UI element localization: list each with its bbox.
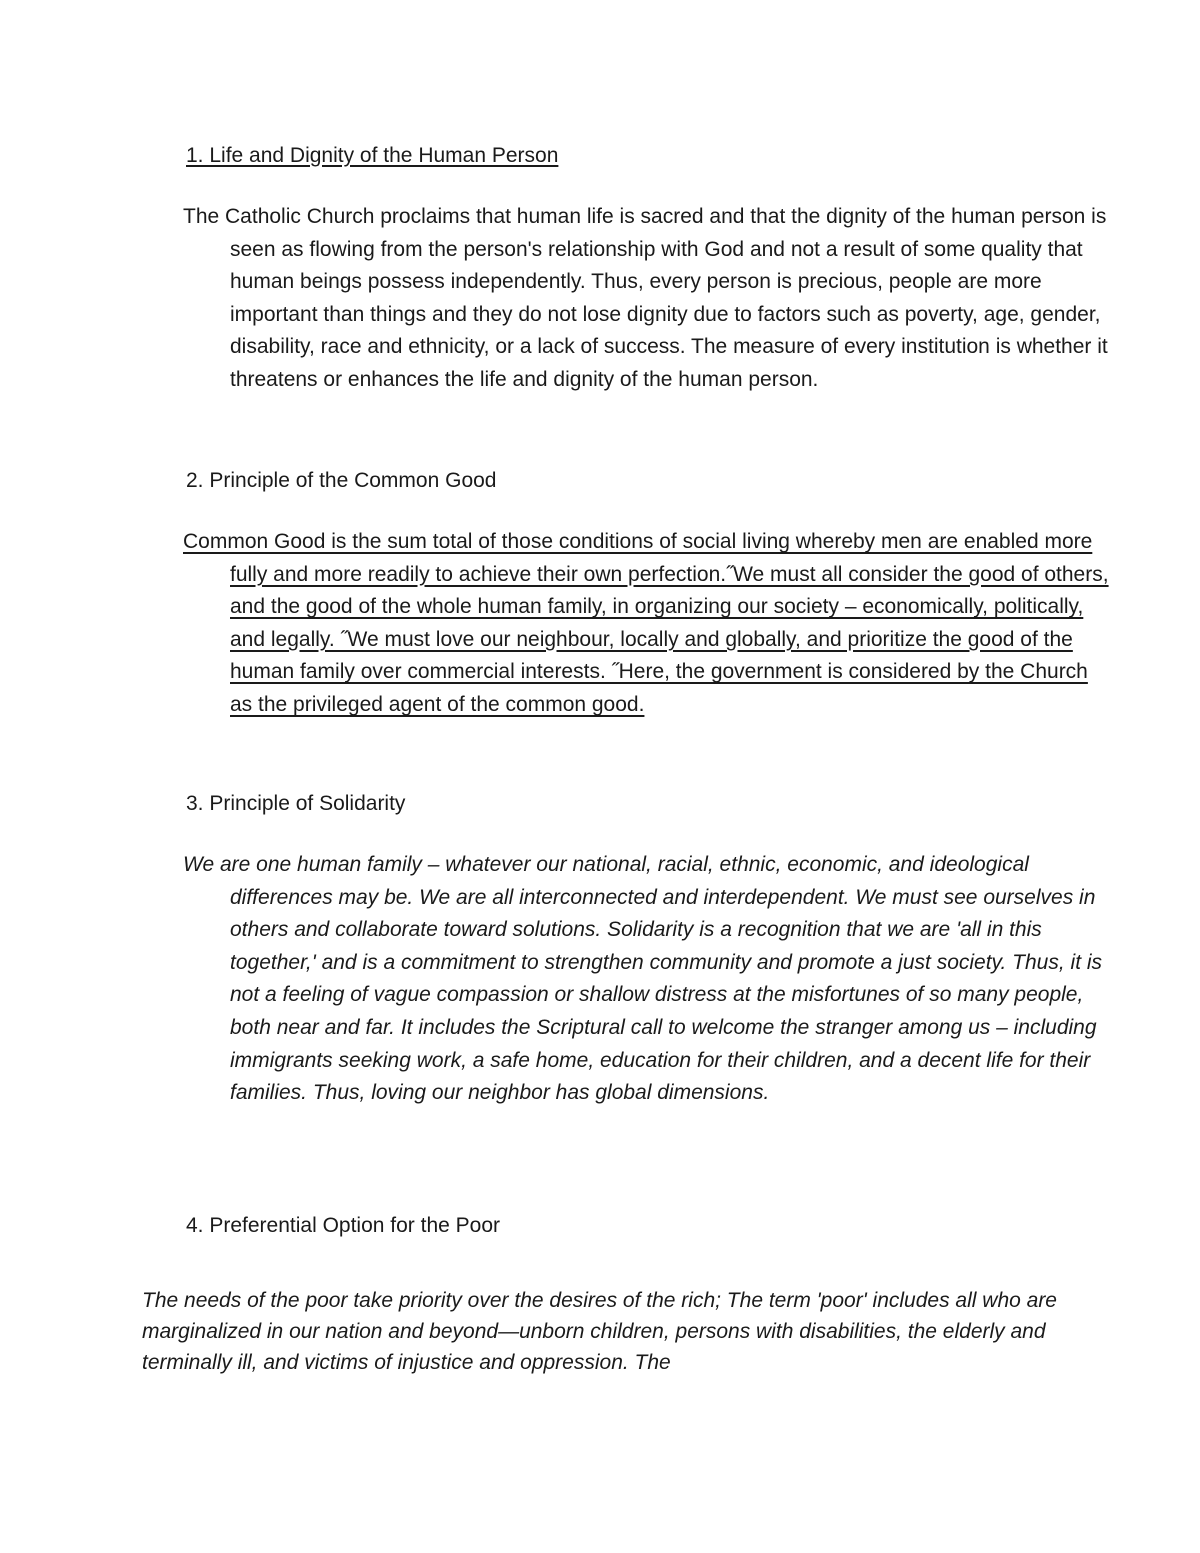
section-4-body: The needs of the poor take priority over the desires of the rich; The term 'poor' includes all who are marginalized in our nation and beyond—unborn children, persons with disabilities, the elderly and terminally ill, and victims of injustice and oppression. The xyxy=(142,1289,1057,1374)
section-3-heading: 3. Principle of Solidarity xyxy=(186,792,406,815)
section-3-body: We are one human family – whatever our national, racial, ethnic, economic, and ideological differences may be. We are all interconnected and interdependent. We must see ourselves in others and collaborate toward solutions. Solidarity is a recognition that we are 'all in this together,' and is a commitment to strengthen community and promote a just society. Thus, it is not a feeling of vague compassion or shallow distress at the misfortunes of so many people, both near and far. It includes the Scriptural call to welcome the stranger among us – including immigrants seeking work, a safe home, education for their children, and a decent life for their families. Thus, loving our neighbor has global dimensions. xyxy=(183,853,1103,1105)
section-1-heading: 1. Life and Dignity of the Human Person xyxy=(186,144,559,167)
section-1-body: The Catholic Church proclaims that human life is sacred and that the dignity of the human person is seen as flowing from the person's relationship with God and not a result of some quality that human beings possess independently. Thus, every person is precious, people are more important than things and they do not lose dignity due to factors such as poverty, age, gender, disability, race and ethnicity, or a lack of success. The measure of every institution is whether it threatens or enhances the life and dignity of the human person. xyxy=(183,205,1108,391)
section-4-heading: 4. Preferential Option for the Poor xyxy=(186,1214,501,1237)
section-2-body: Common Good is the sum total of those conditions of social living whereby men are enabled more fully and more readily to achieve their own perfection.˝We must all consider the good of others, and the good of the whole human family, in organizing our society – economically, politically, and legally. ˝We must love our neighbour, locally and globally, and prioritize the good of the human family over commercial interests. ˝Here, the government is considered by the Church as the privileged agent of the common good. xyxy=(183,530,1109,716)
section-2-heading: 2. Principle of the Common Good xyxy=(186,469,497,492)
